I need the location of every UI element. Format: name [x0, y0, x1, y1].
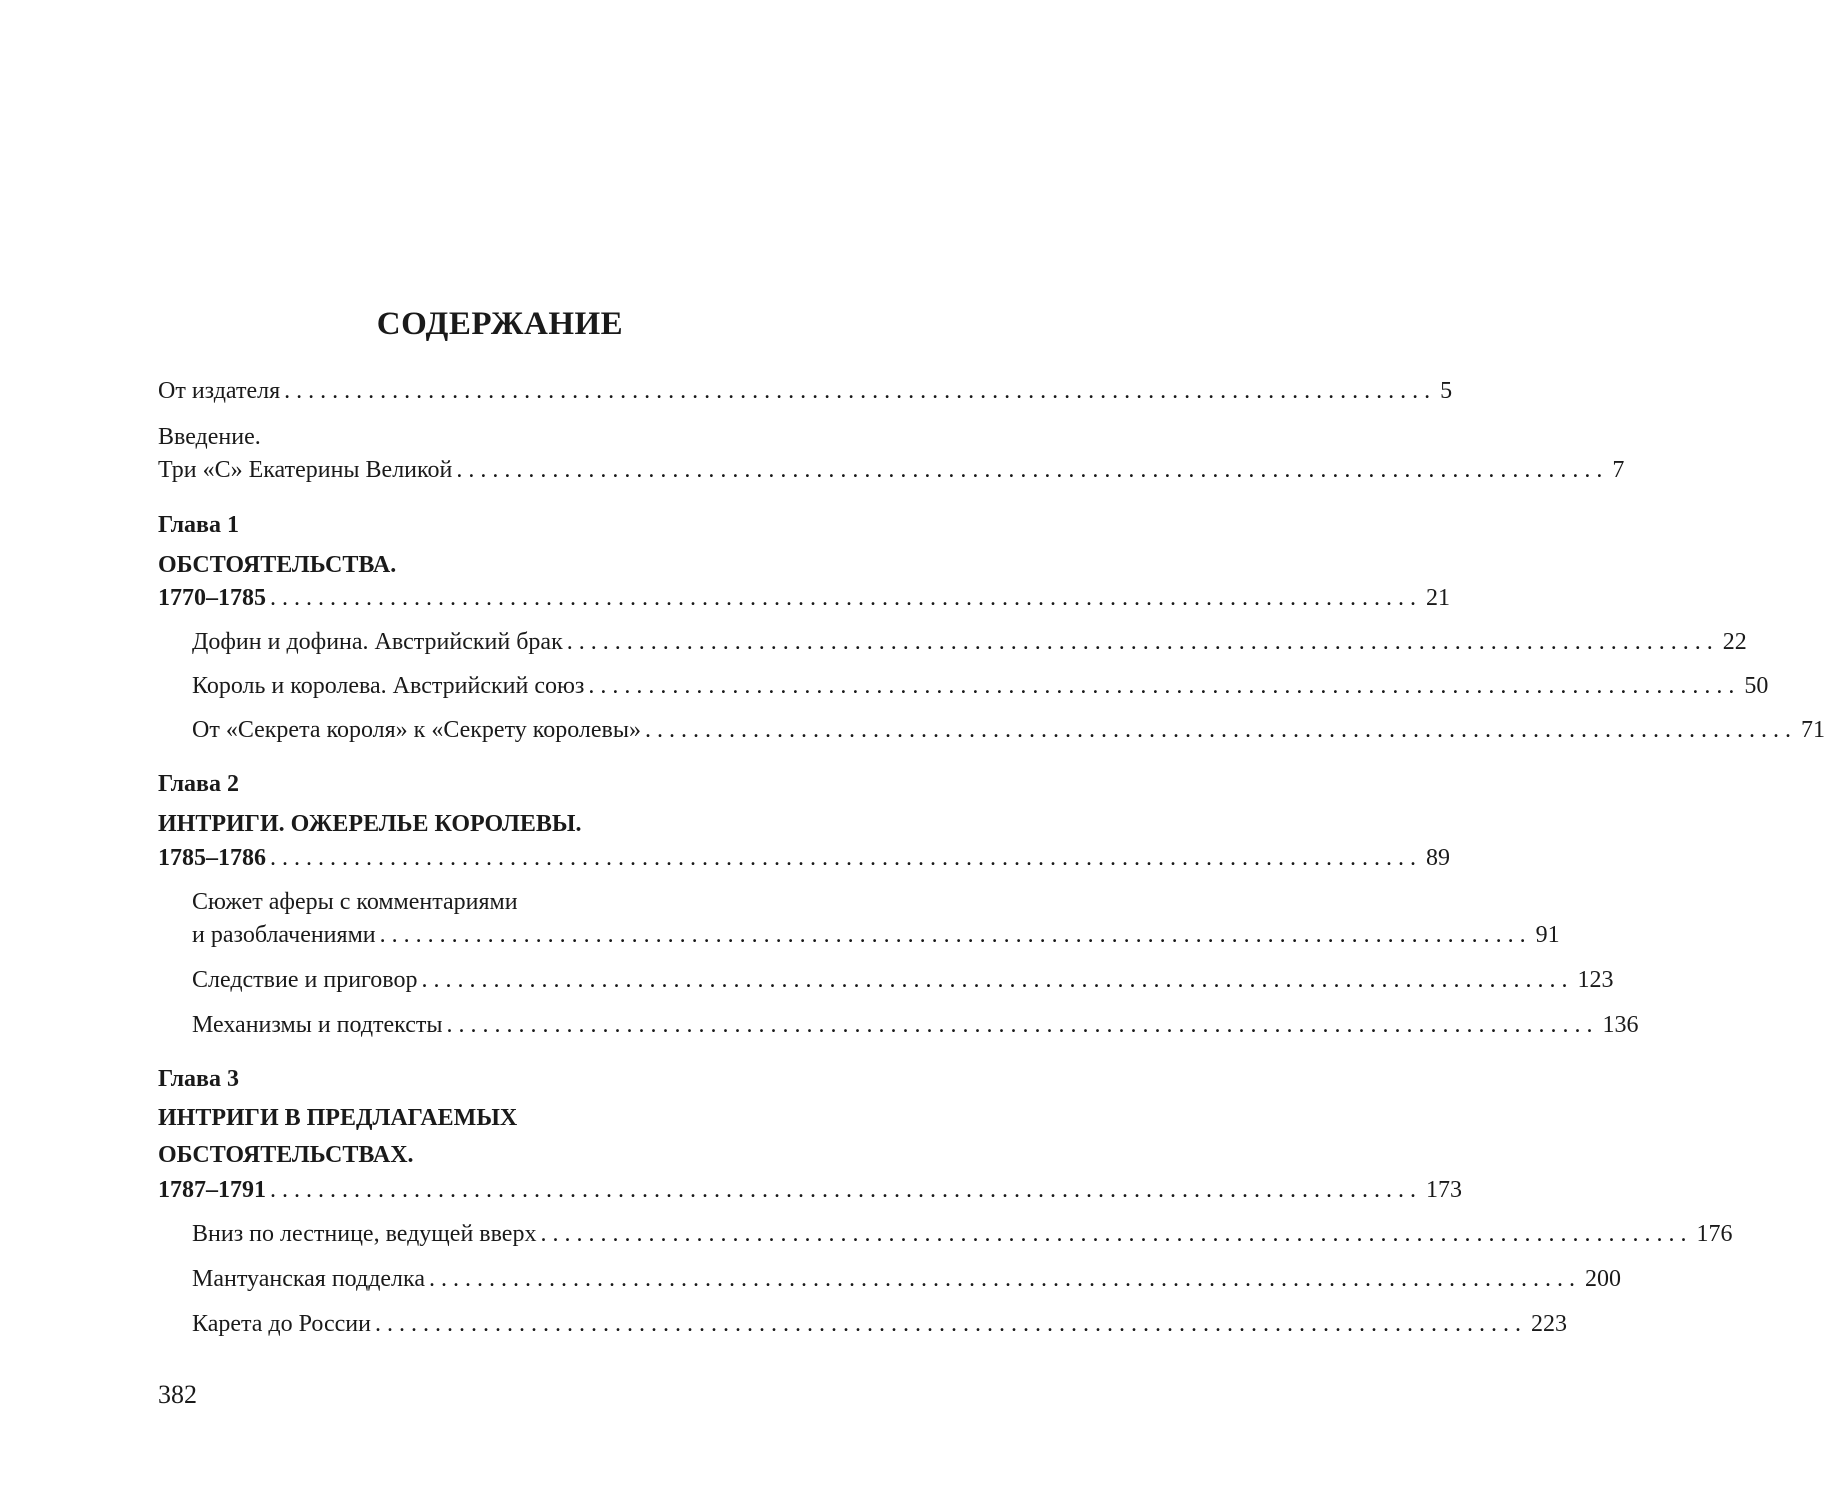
toc-page-number: 22 [1722, 629, 1747, 655]
toc-entry-chapter-2 [158, 844, 1450, 872]
chapter-1-label: Глава 1 [158, 512, 239, 538]
toc-subentry [192, 1011, 1639, 1039]
leader-dots: ................................................................................................ [270, 1177, 1422, 1203]
toc-entry-chapter-3 [158, 1176, 1462, 1204]
toc-entry-text: Следствие и приговор [192, 967, 418, 993]
toc-entry-line: Введение. [158, 424, 261, 450]
page-title: СОДЕРЖАНИЕ [376, 306, 624, 342]
toc-subentry [192, 1265, 1621, 1293]
leader-dots: ................................................................................................ [566, 629, 1719, 655]
leader-dots: ................................................................................................ [374, 1311, 1527, 1337]
toc-entry-chapter-1 [158, 584, 1450, 612]
chapter-1-title: ОБСТОЯТЕЛЬСТВА. [158, 552, 397, 578]
toc-page-number: 173 [1426, 1177, 1462, 1203]
toc-page-number: 223 [1530, 1311, 1567, 1337]
toc-subentry [192, 716, 1825, 744]
toc-subentry [192, 1310, 1567, 1338]
toc-page-number: 7 [1612, 457, 1625, 483]
toc-entry-text: Три «С» Екатерины Великой [158, 457, 453, 483]
toc-subentry [192, 966, 1614, 994]
leader-dots: ................................................................................................ [446, 1012, 1599, 1038]
toc-entry-text: Король и королева. Австрийский союз [192, 673, 585, 699]
leader-dots: ................................................................................................ [428, 1266, 1581, 1292]
folio-page-number: 382 [158, 1380, 197, 1409]
leader-dots: ................................................................................................ [421, 967, 1574, 993]
toc-page-number: 50 [1744, 673, 1769, 699]
toc-entry-text: 1785–1786 [158, 845, 266, 871]
toc-entry-text: Дофин и дофина. Австрийский брак [192, 629, 563, 655]
leader-dots: ................................................................................................ [379, 922, 1532, 948]
toc-entry-text: Механизмы и подтексты [192, 1012, 443, 1038]
toc-entry-text: и разоблачениями [192, 922, 376, 948]
toc-entry-text: 1770–1785 [158, 585, 266, 611]
toc-page-number: 123 [1577, 967, 1614, 993]
toc-subentry [192, 1220, 1733, 1248]
leader-dots: ................................................................................................ [644, 717, 1797, 743]
leader-dots: ................................................................................................ [270, 585, 1422, 611]
toc-page-number: 21 [1426, 585, 1450, 611]
toc-subentry [192, 672, 1769, 700]
leader-dots: ................................................................................................ [284, 378, 1437, 404]
toc-subentry [192, 888, 1560, 949]
chapter-3-title: ИНТРИГИ В ПРЕДЛАГАЕМЫХ [158, 1105, 518, 1131]
toc-entry-text: Карета до России [192, 1311, 371, 1337]
chapter-3-label: Глава 3 [158, 1066, 239, 1092]
toc-page-number: 200 [1584, 1266, 1621, 1292]
toc-page-number: 71 [1800, 717, 1825, 743]
toc-page-number: 136 [1602, 1012, 1639, 1038]
chapter-2-label: Глава 2 [158, 771, 239, 797]
leader-dots: ................................................................................................ [270, 845, 1422, 871]
toc-page-number: 5 [1440, 378, 1453, 404]
toc-subentry [192, 628, 1747, 656]
toc-page-number: 89 [1426, 845, 1450, 871]
toc-entry-text: От издателя [158, 378, 281, 404]
toc-entry-intro [158, 423, 1625, 484]
chapter-3-title-cont: ОБСТОЯТЕЛЬСТВАХ. [158, 1142, 414, 1168]
toc-entry-text: 1787–1791 [158, 1177, 266, 1203]
toc-entry-text: От «Секрета короля» к «Секрету королевы» [192, 717, 641, 743]
toc-entry-line: Сюжет аферы с комментариями [192, 889, 518, 915]
toc-page-number: 176 [1696, 1221, 1733, 1247]
chapter-2-title: ИНТРИГИ. ОЖЕРЕЛЬЕ КОРОЛЕВЫ. [158, 811, 582, 837]
toc-entry-publisher [158, 377, 1453, 405]
toc-entry-text: Мантуанская подделка [192, 1266, 425, 1292]
leader-dots: ................................................................................................ [588, 673, 1741, 699]
toc-page-number: 91 [1535, 922, 1560, 948]
toc-entry-text: Вниз по лестнице, ведущей вверх [192, 1221, 537, 1247]
leader-dots: ................................................................................................ [456, 457, 1609, 483]
leader-dots: ................................................................................................ [540, 1221, 1693, 1247]
